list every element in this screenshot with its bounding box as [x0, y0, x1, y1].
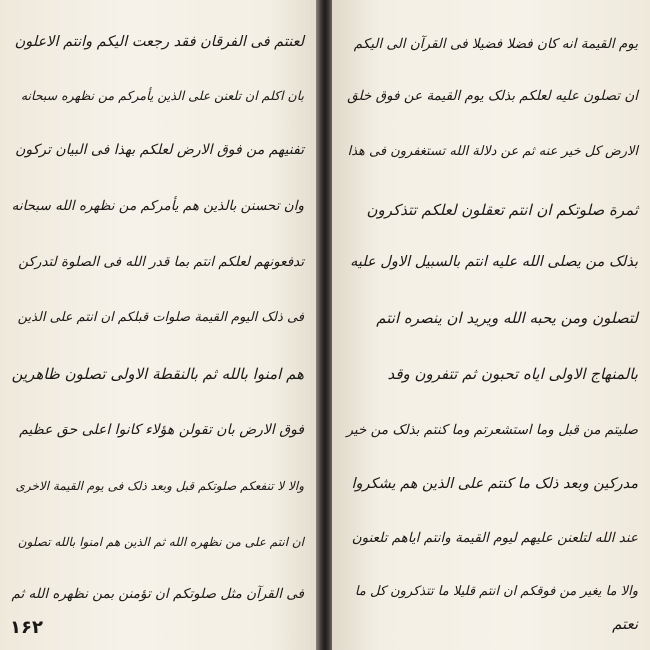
left-line-6: فی ذلک الیوم القیمة صلوات قبلکم ان انتم علی الذین: [17, 310, 304, 325]
left-line-3: تفنیهم من فوق الارض لعلکم بهذا فی البیان ترکون: [15, 142, 304, 158]
page-number: ١۶٢: [10, 617, 43, 638]
right-line-6: لتصلون ومن یحبه الله ویرید ان ینصره انتم: [376, 309, 638, 327]
right-line-4: ثمرة صلوتکم ان انتم تعقلون لعلکم تتذکرون: [366, 201, 638, 219]
left-line-2: بان اکلم ان تلعنن علی الذین یأمرکم من نظهره سبحانه: [20, 88, 304, 103]
right-line-10: عند الله لتلعنن علیهم لیوم القیمة وانتم ایاهم تلعنون: [351, 530, 638, 546]
left-line-9: والا لا تنفعکم صلوتکم قبل وبعد ذلک فی یوم القیمة الاخری: [15, 479, 304, 493]
right-line-2: ان تصلون علیه لعلکم بذلک یوم القیمة عن فوق خلق: [347, 88, 638, 104]
left-line-10: ان انتم علی من نظهره الله ثم الذین هم امنوا بالله تصلون: [17, 535, 304, 549]
right-line-1: یوم القیمة انه کان فضلا فضیلا فی القرآن الی الیکم: [353, 36, 638, 52]
right-line-8: صلیتم من قبل وما استشعرتم وما کنتم بذلک من خیر: [346, 422, 638, 438]
left-line-4: وان تحسنن بالذین هم یأمرکم من نظهره الله سبحانه: [11, 198, 304, 214]
right-line-5: بذلک من یصلی الله علیه انتم بالسبیل الاول علیه: [350, 254, 638, 270]
left-line-1: لعنتم فی الفرقان فقد رجعت الیکم وانتم الاعلون: [14, 34, 304, 50]
right-line-9: مدرکین وبعد ذلک ما کنتم علی الذین هم یشکروا: [351, 476, 638, 492]
left-page: [0, 0, 318, 650]
right-line-12: نعتم: [612, 615, 638, 633]
right-page: [332, 0, 650, 650]
left-line-7: هم امنوا بالله ثم بالنقطة الاولی تصلون ظاهرین: [11, 365, 304, 383]
right-line-3: الارض کل خیر عنه ثم عن دلالة الله تستغفرون فی هذا: [347, 144, 638, 159]
right-line-7: بالمنهاج الاولی ایاه تحبون ثم تتفرون وقد: [387, 365, 638, 383]
right-line-11: والا ما یغیر من فوقکم ان انتم قلیلا ما تتذکرون کل ما: [354, 584, 638, 599]
left-line-11: فی القرآن مثل صلوتکم ان تؤمنن بمن نظهره الله ثم: [11, 586, 304, 602]
left-line-5: تدفعونهم لعلکم انتم بما قدر الله فی الصلوة لتدرکن: [18, 254, 304, 270]
left-line-8: فوق الارض بان تقولن هؤلاء کانوا اعلی حق عظیم: [19, 422, 304, 438]
